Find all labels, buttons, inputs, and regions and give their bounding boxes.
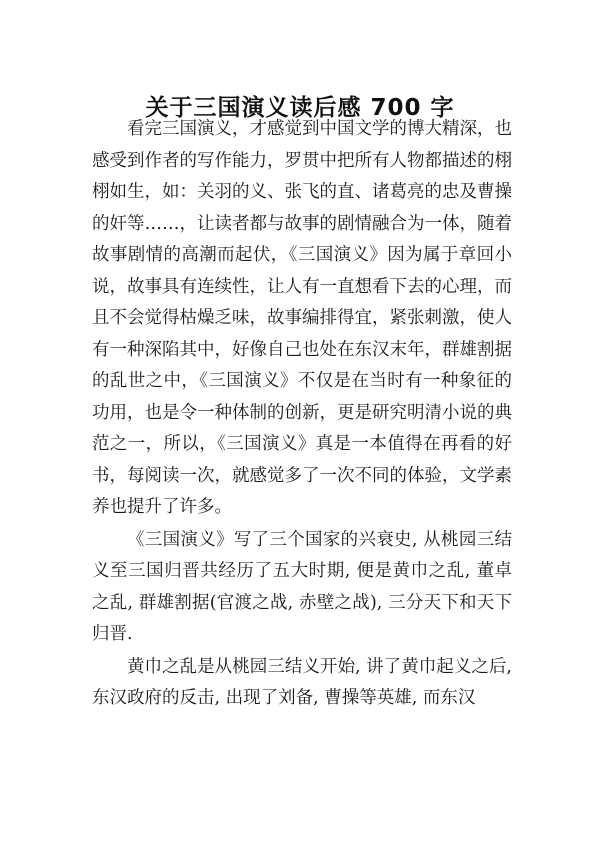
paragraph-1: 看完三国演义，才感觉到中国文学的博大精深，也感受到作者的写作能力，罗贯中把所有人物都描述的栩栩如生，如：关羽的义、张飞的直、诸葛亮的忠及曹操的奸等……，让读者都与故事的剧情融合为一体，随着故事剧情的高潮而起伏，《三国演义》因为属于章回小说，故事具有连续性，让人有一直想看下去的心理，而且不会觉得枯燥乏味，故事编排得宜，紧张刺激，使人有一种深陷其中，好像自己也处在东汉末年，群雄割据的乱世之中，《三国演义》不仅是在当时有一种象征的功用，也是令一种体制的创新，更是研究明清小说的典范之一，所以，《三国演义》真是一本值得在再看的好书，每阅读一次，就感觉多了一次不同的体验，文学素养也提升了许多。	[92, 119, 512, 517]
article-body	[92, 114, 512, 715]
paragraph-2: 《三国演义》写了三个国家的兴衰史, 从桃园三结义至三国归晋共经历了五大时期, 便是黄巾之乱, 董卓之乱, 群雄割据(官渡之战, 赤壁之战), 三分天下和天下归晋.	[92, 529, 512, 644]
paragraph-3: 黄巾之乱是从桃园三结义开始, 讲了黄巾起义之后, 东汉政府的反击, 出现了刘备, 曹操等英雄, 而东汉	[92, 656, 512, 708]
page-title: 关于三国演义读后感 700 字	[145, 95, 455, 122]
